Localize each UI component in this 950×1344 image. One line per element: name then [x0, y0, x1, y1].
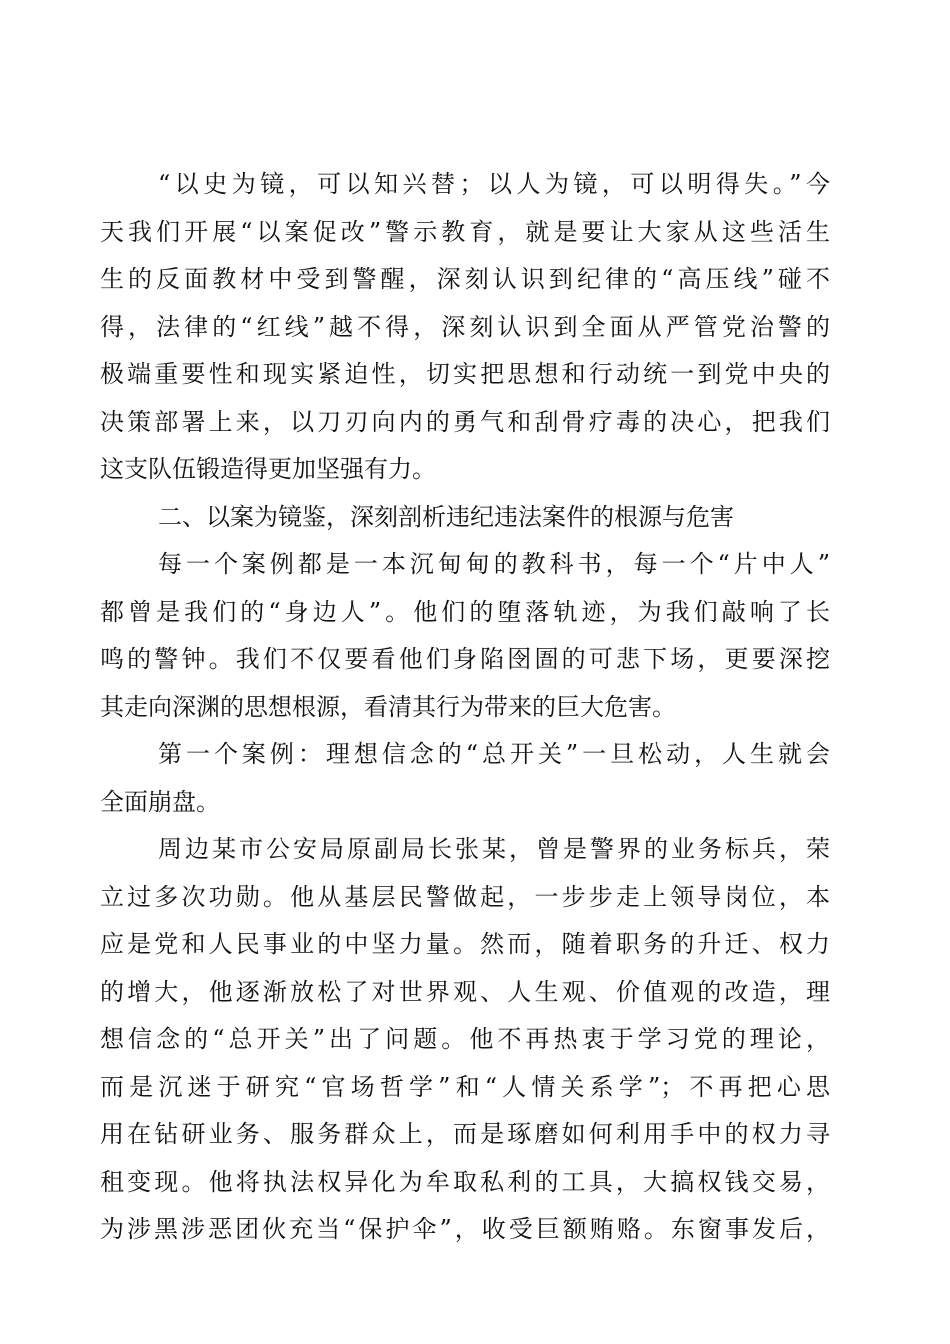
- text-line: 而是沉迷于研究“官场哲学”和“人情关系学”；不再把心思: [100, 1072, 830, 1101]
- text-line: 的增大，他逐渐放松了对世界观、人生观、价值观的改造，理: [100, 977, 830, 1006]
- text-line: 得，法律的“红线”越不得，深刻认识到全面从严管党治警的: [100, 312, 830, 341]
- text-line: 用在钻研业务、服务群众上，而是琢磨如何利用手中的权力寻: [100, 1120, 830, 1148]
- text-line: 为涉黑涉恶团伙充当“保护伞”，收受巨额贿赂。东窗事发后，: [100, 1215, 830, 1243]
- text-line: 其走向深渊的思想根源，看清其行为带来的巨大危害。: [100, 692, 676, 721]
- case-heading: 第一个案例：理想信念的“总开关”一旦松动，人生就会: [158, 740, 830, 768]
- text-line: 天我们开展“以案促改”警示教育，就是要让大家从这些活生: [100, 217, 830, 246]
- text-line: 每一个案例都是一本沉甸甸的教科书，每一个“片中人”: [158, 550, 830, 578]
- text-line: 生的反面教材中受到警醒，深刻认识到纪律的“高压线”碰不: [100, 265, 830, 293]
- text-line: 都曾是我们的“身边人”。他们的堕落轨迹，为我们敲响了长: [100, 597, 830, 626]
- case-heading: 全面崩盘。: [100, 787, 220, 816]
- text-line: 租变现。他将执法权异化为牟取私利的工具，大搞权钱交易，: [100, 1167, 830, 1196]
- text-line: “以史为镜，可以知兴替；以人为镜，可以明得失。”今: [158, 170, 830, 198]
- text-line: 这支队伍锻造得更加坚强有力。: [100, 455, 436, 483]
- text-line: 鸣的警钟。我们不仅要看他们身陷囹圄的可悲下场，更要深挖: [100, 645, 830, 673]
- text-line: 应是党和人民事业的中坚力量。然而，随着职务的升迁、权力: [100, 930, 830, 958]
- text-line: 决策部署上来，以刀刃向内的勇气和刮骨疗毒的决心，把我们: [100, 407, 830, 436]
- text-line: 极端重要性和现实紧迫性，切实把思想和行动统一到党中央的: [100, 360, 830, 388]
- document-body: [100, 161, 830, 1254]
- section-heading: 二、以案为镜鉴，深刻剖析违纪违法案件的根源与危害: [158, 502, 734, 531]
- text-line: 想信念的“总开关”出了问题。他不再热衷于学习党的理论，: [100, 1025, 830, 1053]
- text-line: 周边某市公安局原副局长张某，曾是警界的业务标兵，荣: [158, 835, 830, 863]
- text-line: 立过多次功勋。他从基层民警做起，一步步走上领导岗位，本: [100, 882, 830, 911]
